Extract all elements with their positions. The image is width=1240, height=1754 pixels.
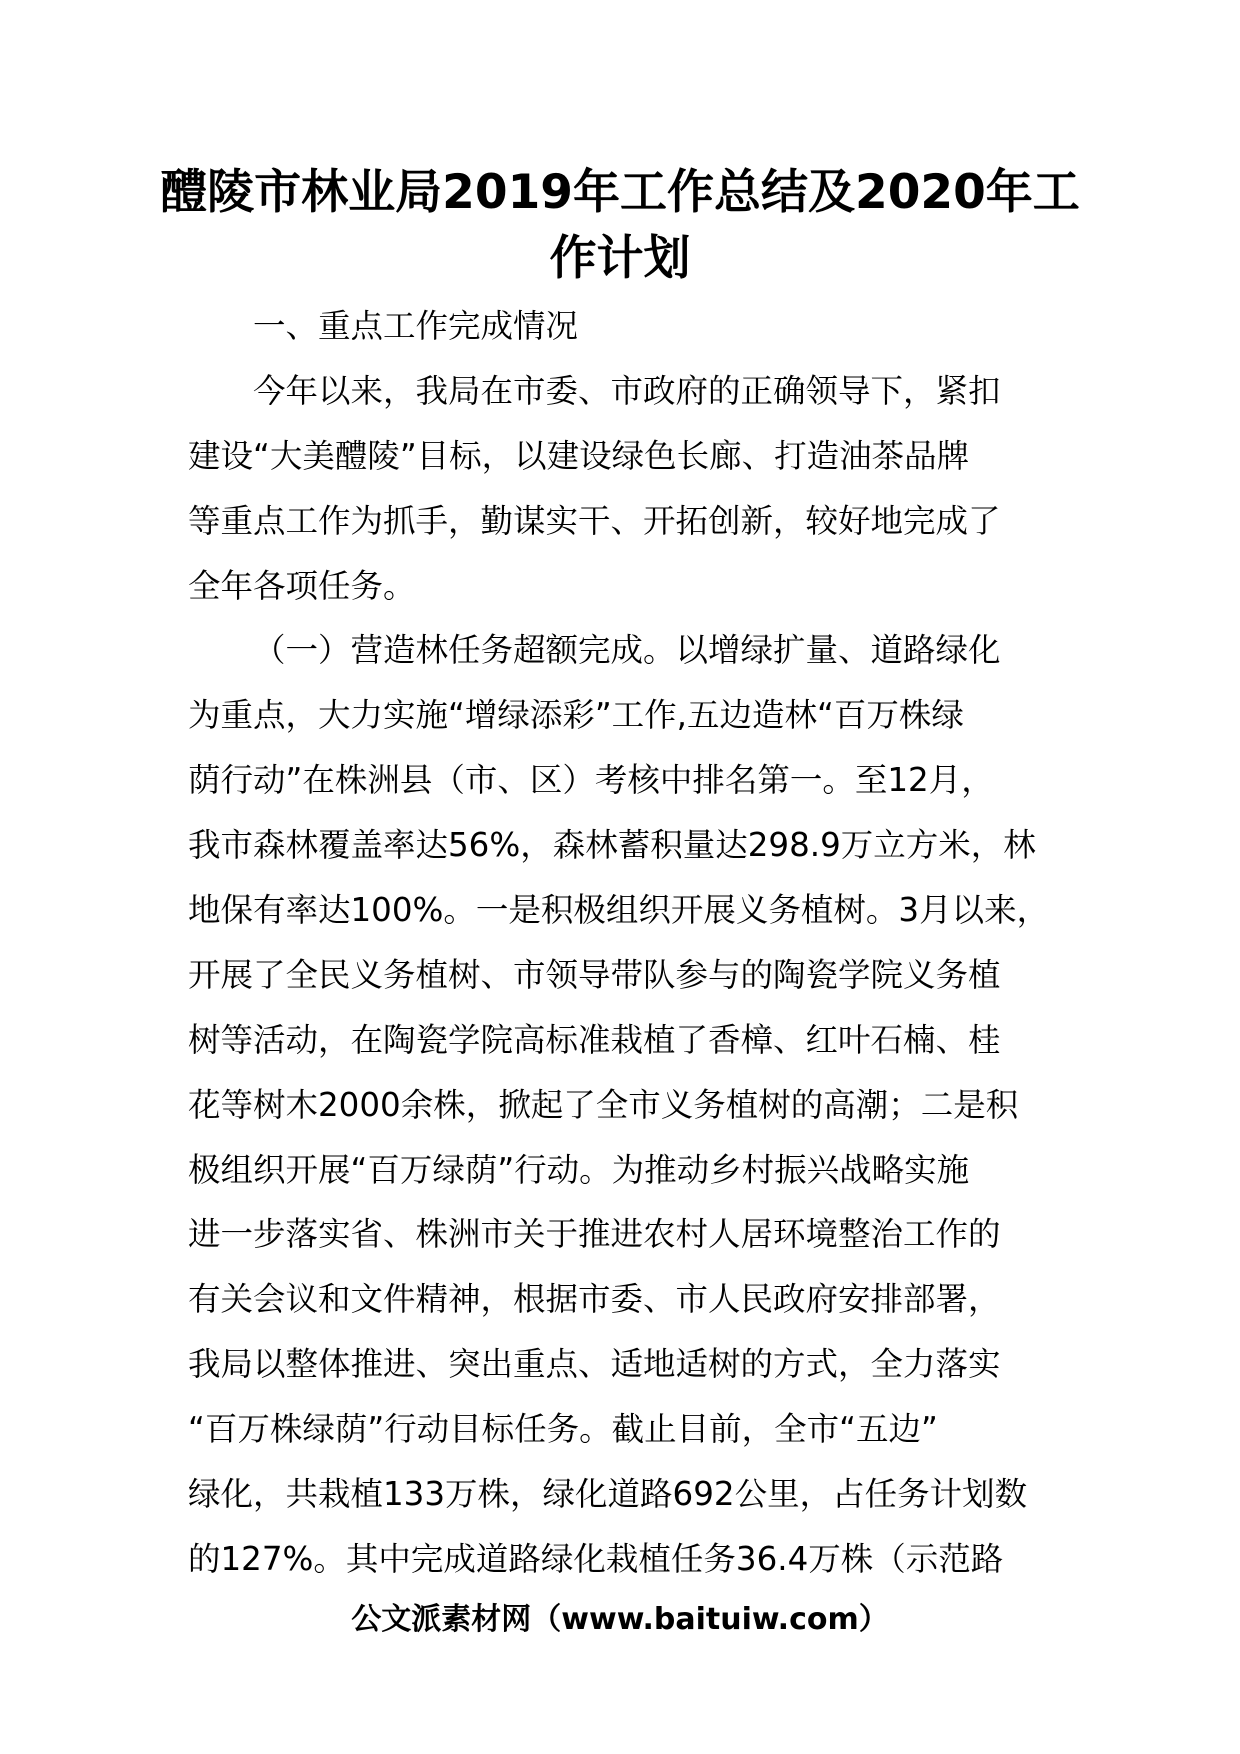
paragraph-line: 我市森林覆盖率达56%，森林蓄积量达298.9万立方米，林 <box>188 826 1036 865</box>
document-body <box>188 294 1058 1592</box>
footer-watermark: 公文派素材网（www.baituiw.com） <box>351 1602 889 1637</box>
paragraph-line: 花等树木2000余株，掀起了全市义务植树的高潮；二是积 <box>188 1085 1019 1124</box>
paragraph-line: 开展了全民义务植树、市领导带队参与的陶瓷学院义务植 <box>188 955 1001 994</box>
paragraph-line: 建设“大美醴陵”目标，以建设绿色长廊、打造油茶品牌 <box>188 436 970 475</box>
paragraph-line: 荫行动”在株洲县（市、区）考核中排名第一。至12月， <box>188 761 994 800</box>
paragraph-line: 今年以来，我局在市委、市政府的正确领导下，紧扣 <box>253 371 1001 410</box>
paragraph-line: 为重点，大力实施“增绿添彩”工作,五边造林“百万株绿 <box>188 696 964 735</box>
paragraph-line: 绿化，共栽植133万株，绿化道路692公里，占任务计划数 <box>188 1475 1028 1514</box>
section-heading: 一、重点工作完成情况 <box>253 307 579 345</box>
title-line: 作计划 <box>549 231 691 286</box>
paragraph-line: 地保有率达100%。一是积极组织开展义务植树。3月以来， <box>188 891 1050 930</box>
paragraph-line: 我局以整体推进、突出重点、适地适树的方式，全力落实 <box>188 1345 1001 1384</box>
paragraph-line: 全年各项任务。 <box>188 566 416 605</box>
paragraph-line: 树等活动，在陶瓷学院高标准栽植了香樟、红叶石楠、桂 <box>188 1020 1001 1059</box>
paragraph-line: 进一步落实省、株洲市关于推进农村人居环境整治工作的 <box>188 1215 1001 1254</box>
title-line: 醴陵市林业局2019年工作总结及2020年工 <box>160 165 1080 220</box>
paragraph-line: （一）营造林任务超额完成。以增绿扩量、道路绿化 <box>253 631 1001 670</box>
document-title <box>150 160 1090 292</box>
paragraph-line: 极组织开展“百万绿荫”行动。为推动乡村振兴战略实施 <box>188 1150 970 1189</box>
paragraph-line: 有关会议和文件精神，根据市委、市人民政府安排部署， <box>188 1280 1001 1319</box>
paragraph-line: “百万株绿荫”行动目标任务。截止目前，全市“五边” <box>188 1410 938 1449</box>
paragraph-line: 等重点工作为抓手，勤谋实干、开拓创新，较好地完成了 <box>188 501 1001 540</box>
paragraph-line: 的127%。其中完成道路绿化栽植任务36.4万株（示范路 <box>188 1539 1004 1578</box>
